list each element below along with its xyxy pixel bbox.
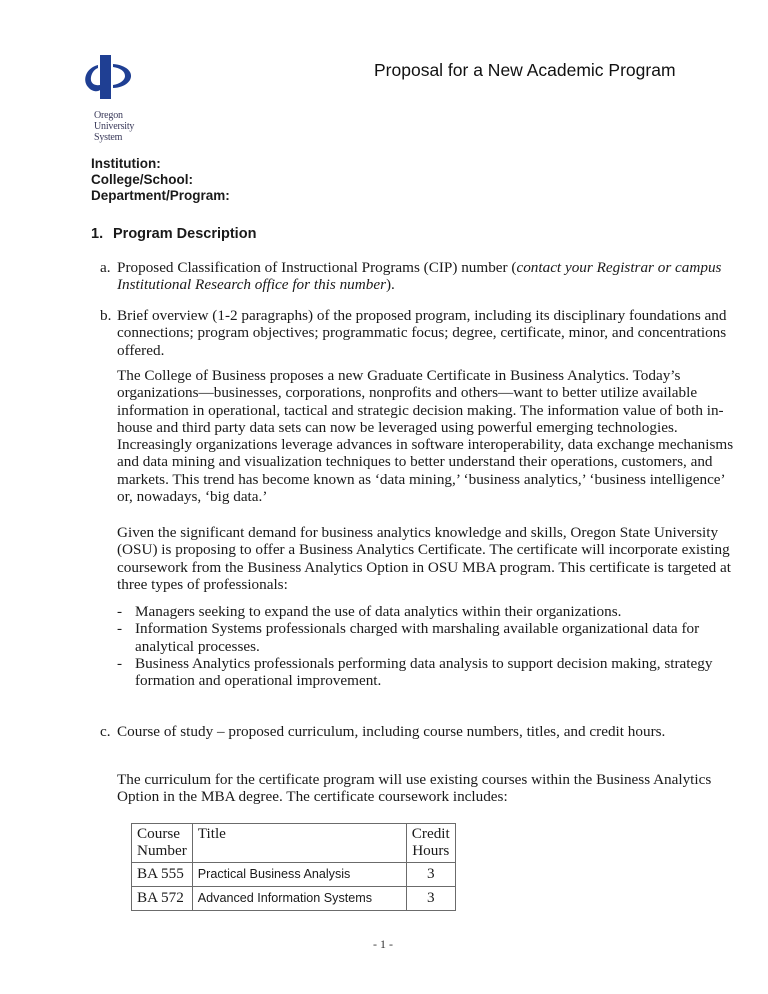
header-title: Title (192, 824, 406, 863)
course-number: BA 555 (132, 863, 193, 887)
table-row (132, 887, 456, 911)
item-c-marker: c. (100, 723, 111, 740)
item-b-marker: b. (100, 307, 112, 324)
professional-types-list (117, 603, 737, 689)
item-a-text-end: ). (386, 276, 395, 294)
header-credit-hours: Credit Hours (406, 824, 455, 863)
list-item-text: Managers seeking to expand the use of data analytics within their organizations. (135, 603, 622, 620)
course-title: Practical Business Analysis (192, 863, 406, 887)
item-c-text: Course of study – proposed curriculum, including course numbers, titles, and credit hours. (117, 723, 666, 740)
institution-label: Institution: (91, 156, 161, 171)
college-school-label: College/School: (91, 172, 194, 187)
list-item (117, 655, 737, 690)
section-title: Program Description (113, 226, 257, 242)
logo-text-line-2: University (94, 121, 135, 132)
item-a-text-italic: contact your Registrar or campus Institutional Research office for this number (117, 259, 722, 294)
course-number: BA 572 (132, 887, 193, 911)
logo-text-line-1: Oregon (94, 110, 123, 121)
list-item-text: Business Analytics professionals performing data analysis to support decision making, strategy formation and operational improvement. (135, 654, 713, 690)
item-b-text: Brief overview (1-2 paragraphs) of the proposed program, including its disciplinary foundations and connections; program objectives; programmatic focus; degree, certificate, minor, and concentrations offered. (117, 307, 727, 359)
table-row (132, 863, 456, 887)
oregon-university-system-logo-icon (80, 52, 140, 108)
course-title: Advanced Information Systems (192, 887, 406, 911)
course-credits: 3 (406, 887, 455, 911)
bullet-dash: - (117, 620, 123, 638)
item-a-text (117, 259, 740, 294)
item-c-paragraph-1: The curriculum for the certificate program will use existing courses within the Business Analytics Option in the MBA degree. The certificate coursework includes: (117, 771, 712, 806)
list-item (117, 620, 737, 655)
institution-info (91, 156, 230, 204)
course-table (131, 823, 456, 911)
item-b-paragraph-2: Given the significant demand for business analytics knowledge and skills, Oregon State University (OSU) is proposing to offer a Business Analytics Certificate. The certificate will incorporate existing coursework from the Business Analytics Option in OSU MBA program. This certificate is targeted at three types of professionals: (117, 524, 732, 593)
oregon-university-system-logo (80, 52, 140, 148)
item-c (100, 723, 740, 740)
item-a-text-plain: Proposed Classification of Instructional Programs (CIP) number ( (117, 259, 517, 276)
item-b (100, 307, 740, 359)
item-a (100, 259, 740, 294)
page-header-title: Proposal for a New Academic Program (374, 60, 676, 80)
department-program-label: Department/Program: (91, 188, 230, 203)
section-number: 1. (91, 226, 104, 242)
bullet-dash: - (117, 603, 123, 620)
header-course-number: Course Number (132, 824, 193, 863)
page-number: - 1 - (373, 937, 393, 951)
section-heading (91, 226, 256, 242)
list-item-text: Information Systems professionals charged with marshaling available organizational data for analytical processes. (135, 620, 700, 655)
item-b-paragraph-1: The College of Business proposes a new Graduate Certificate in Business Analytics. Today’s organizations—businesses, corporations, nonprofits and others—want to better utilize available information in operational, tactical and strategic decision making. The information value of both in-house and third party data sets can now be leveraged using powerful emerging technologies. Increasingly organizations leverage advances in software interoperability, data exchange mechanisms and data mining and visualization techniques to better understand their operations, customers, and markets. This trend has become known as ‘data mining,’ ‘business analytics,’ ‘business intelligence’ or, nowadays, ‘big data.’ (117, 367, 734, 506)
bullet-dash: - (117, 654, 123, 672)
list-item (117, 603, 737, 620)
item-a-marker: a. (100, 259, 111, 276)
logo-text-line-3: System (94, 132, 123, 143)
table-header-row (132, 824, 456, 863)
course-credits: 3 (406, 863, 455, 887)
